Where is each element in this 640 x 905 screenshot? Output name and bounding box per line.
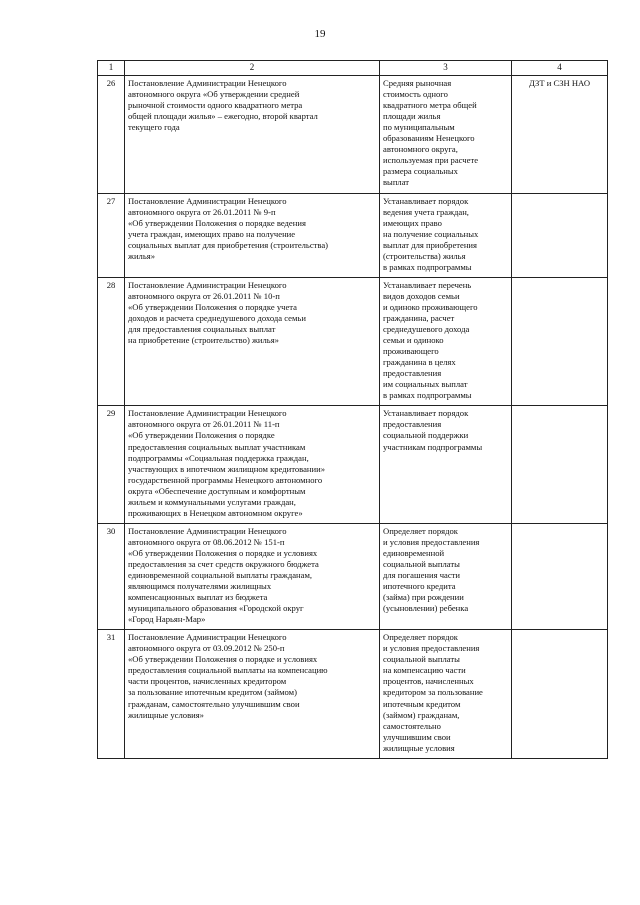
document-content-line: по муниципальным [383,122,455,133]
document-content-line: ведения учета граждан, [383,206,469,217]
table-row [98,630,608,759]
document-title-line: предоставления за счет средств окружного бюджета [128,558,319,569]
document-title-line: за пользование ипотечным кредитом (займом) [128,687,297,698]
document-title-line: компенсационных выплат из бюджета [128,592,268,603]
document-content-line: размера социальных [383,166,458,177]
document-content-line: участникам подпрограммы [383,441,483,452]
document-title-line: «Об утверждении Положения о порядке и условиях [128,654,318,665]
document-content-line: на получение социальных [383,228,479,239]
document-title-line: текущего года [128,122,180,133]
document-content-line: в рамках подпрограммы [383,390,472,401]
document-content-line: (займом) гражданам, [383,709,460,720]
table-row [98,406,608,523]
row-number: 28 [98,277,125,406]
document-content-line: и условия предоставления [383,643,480,654]
document-content-line: площади жилья [383,111,441,122]
document-title-line: автономного округа от 03.09.2012 № 250-п [128,643,285,654]
legal-acts-table [97,60,608,759]
document-content-line: стоимость одного [383,89,448,100]
document-content-line: ипотечного кредита [383,581,456,592]
document-content-line: (усыновлении) ребенка [383,603,469,614]
document-content-line: гражданина в целях [383,357,456,368]
document-title-line: «Об утверждении Положения о порядке ведения [128,217,306,228]
document-title-line: жилья» [128,250,155,261]
column-header: 3 [380,61,512,76]
document-content-line: проживающего [383,346,439,357]
row-number: 27 [98,193,125,277]
column-header: 1 [98,61,125,76]
document-title-line: подпрограммы «Социальная поддержка граждан, [128,452,309,463]
responsible-body [512,523,608,629]
document-title-line: социальных выплат для приобретения (строительства) [128,239,329,250]
document-title-line: учета граждан, имеющих право на получение [128,228,296,239]
document-title [125,406,380,523]
document-content-line: выплат [383,177,410,188]
page-number: 19 [314,28,326,40]
document-content-line: автономного округа, [383,144,458,155]
document-content-line: (строительства) жилья [383,250,466,261]
document-content-line: Устанавливает порядок [383,408,469,419]
document-content-line: Устанавливает порядок [383,195,469,206]
document-title-line: государственной программы Ненецкого автономного [128,474,323,485]
document-title [125,523,380,629]
document-content-line: семьи и одиноко [383,335,444,346]
row-number: 29 [98,406,125,523]
document-title-line: «Об утверждении Положения о порядке учета [128,301,297,312]
document-content-line: имеющих право [383,217,442,228]
document-content-line: и условия предоставления [383,536,480,547]
document-title-line: автономного округа от 26.01.2011 № 9-п [128,206,276,217]
document-title-line: предоставления социальной выплаты на компенсацию [128,665,328,676]
row-number: 26 [98,76,125,193]
document-title-line: Постановление Администрации Ненецкого [128,78,287,89]
document-content-line: в рамках подпрограммы [383,261,472,272]
document-title [125,76,380,193]
document-title-line: для предоставления социальных выплат [128,324,276,335]
document-content-line: Средняя рыночная [383,78,452,89]
document-title-line: являющимся получателями жилищных [128,581,272,592]
document-content-line: предоставления [383,368,442,379]
responsible-body [512,193,608,277]
document-content-line: (займа) при рождении [383,592,464,603]
document-title-line: Постановление Администрации Ненецкого [128,279,287,290]
document-content [380,523,512,629]
document-content [380,193,512,277]
document-title-line: автономного округа от 26.01.2011 № 11-п [128,419,280,430]
table-row [98,277,608,406]
responsible-body [512,406,608,523]
document-content-line: видов доходов семьи [383,290,460,301]
document-title-line: Постановление Администрации Ненецкого [128,408,287,419]
document-content-line: на компенсацию части [383,665,466,676]
document-title-line: жильем и коммунальными услугами граждан, [128,496,296,507]
responsible-body: ДЗТ и СЗН НАО [512,76,608,193]
document-title-line: рыночной стоимости одного квадратного метра [128,100,303,111]
document-content-line: единовременной [383,547,445,558]
document-content-line: социальной выплаты [383,654,460,665]
document-content-line: процентов, начисленных [383,676,474,687]
document-content [380,630,512,759]
document-title-line: проживающих в Ненецком автономном округе» [128,507,303,518]
document-title-line: Постановление Администрации Ненецкого [128,525,287,536]
document-title [125,630,380,759]
document-title-line: на приобретение (строительство) жилья» [128,335,279,346]
document-title-line: «Город Нарьян-Мар» [128,614,206,625]
document-title-line: части процентов, начисленных кредитором [128,676,287,687]
document-content-line: самостоятельно [383,720,441,731]
document-title [125,193,380,277]
document-title-line: «Об утверждении Положения о порядке и условиях [128,547,318,558]
document-content-line: для погашения части [383,570,461,581]
table-row [98,76,608,193]
table-row [98,523,608,629]
document-title-line: жилищные условия» [128,709,204,720]
column-header: 2 [125,61,380,76]
responsible-body [512,277,608,406]
document-content-line: выплат для приобретения [383,239,477,250]
document-content-line: жилищные условия [383,742,455,753]
column-header: 4 [512,61,608,76]
document-content-line: предоставления [383,419,442,430]
document-title-line: автономного округа от 08.06.2012 № 151-п [128,536,285,547]
responsible-body [512,630,608,759]
document-content [380,76,512,193]
document-content-line: и одиноко проживающего [383,301,478,312]
document-content-line: среднедушевого дохода [383,324,470,335]
document-content-line: социальной выплаты [383,558,460,569]
document-title-line: Постановление Администрации Ненецкого [128,195,287,206]
row-number: 30 [98,523,125,629]
document-content-line: улучшившим свои [383,731,451,742]
document-title-line: предоставления социальных выплат участникам [128,441,306,452]
document-title-line: общей площади жилья» – ежегодно, второй квартал [128,111,318,122]
document-content-line: социальной поддержки [383,430,469,441]
table-body [98,76,608,759]
table-header-row [98,61,608,76]
document-content-line: им социальных выплат [383,379,468,390]
document-content-line: используемая при расчете [383,155,479,166]
document-title-line: Постановление Администрации Ненецкого [128,632,287,643]
document-title-line: гражданам, самостоятельно улучшившим свои [128,698,300,709]
document-content-line: Определяет порядок [383,525,458,536]
document-content-line: Определяет порядок [383,632,458,643]
document-title [125,277,380,406]
document-content-line: Устанавливает перечень [383,279,472,290]
document-content [380,406,512,523]
document-title-line: участвующих в ипотечном жилищном кредитовании» [128,463,326,474]
document-title-line: автономного округа «Об утверждении средней [128,89,300,100]
document-content-line: гражданина, расчет [383,312,455,323]
document-title-line: единовременной социальной выплаты гражданам, [128,570,313,581]
document-title-line: муниципального образования «Городской округ [128,603,304,614]
document-content-line: ипотечным кредитом [383,698,461,709]
document-content-line: кредитором за пользование [383,687,483,698]
table-row [98,193,608,277]
document-content [380,277,512,406]
document-title-line: доходов и расчета среднедушевого дохода семьи [128,312,306,323]
document-title-line: округа «Обеспечение доступным и комфортным [128,485,306,496]
document-title-line: «Об утверждении Положения о порядке [128,430,275,441]
document-content-line: квадратного метра общей [383,100,477,111]
document-content-line: образованиям Ненецкого [383,133,475,144]
row-number: 31 [98,630,125,759]
document-title-line: автономного округа от 26.01.2011 № 10-п [128,290,280,301]
